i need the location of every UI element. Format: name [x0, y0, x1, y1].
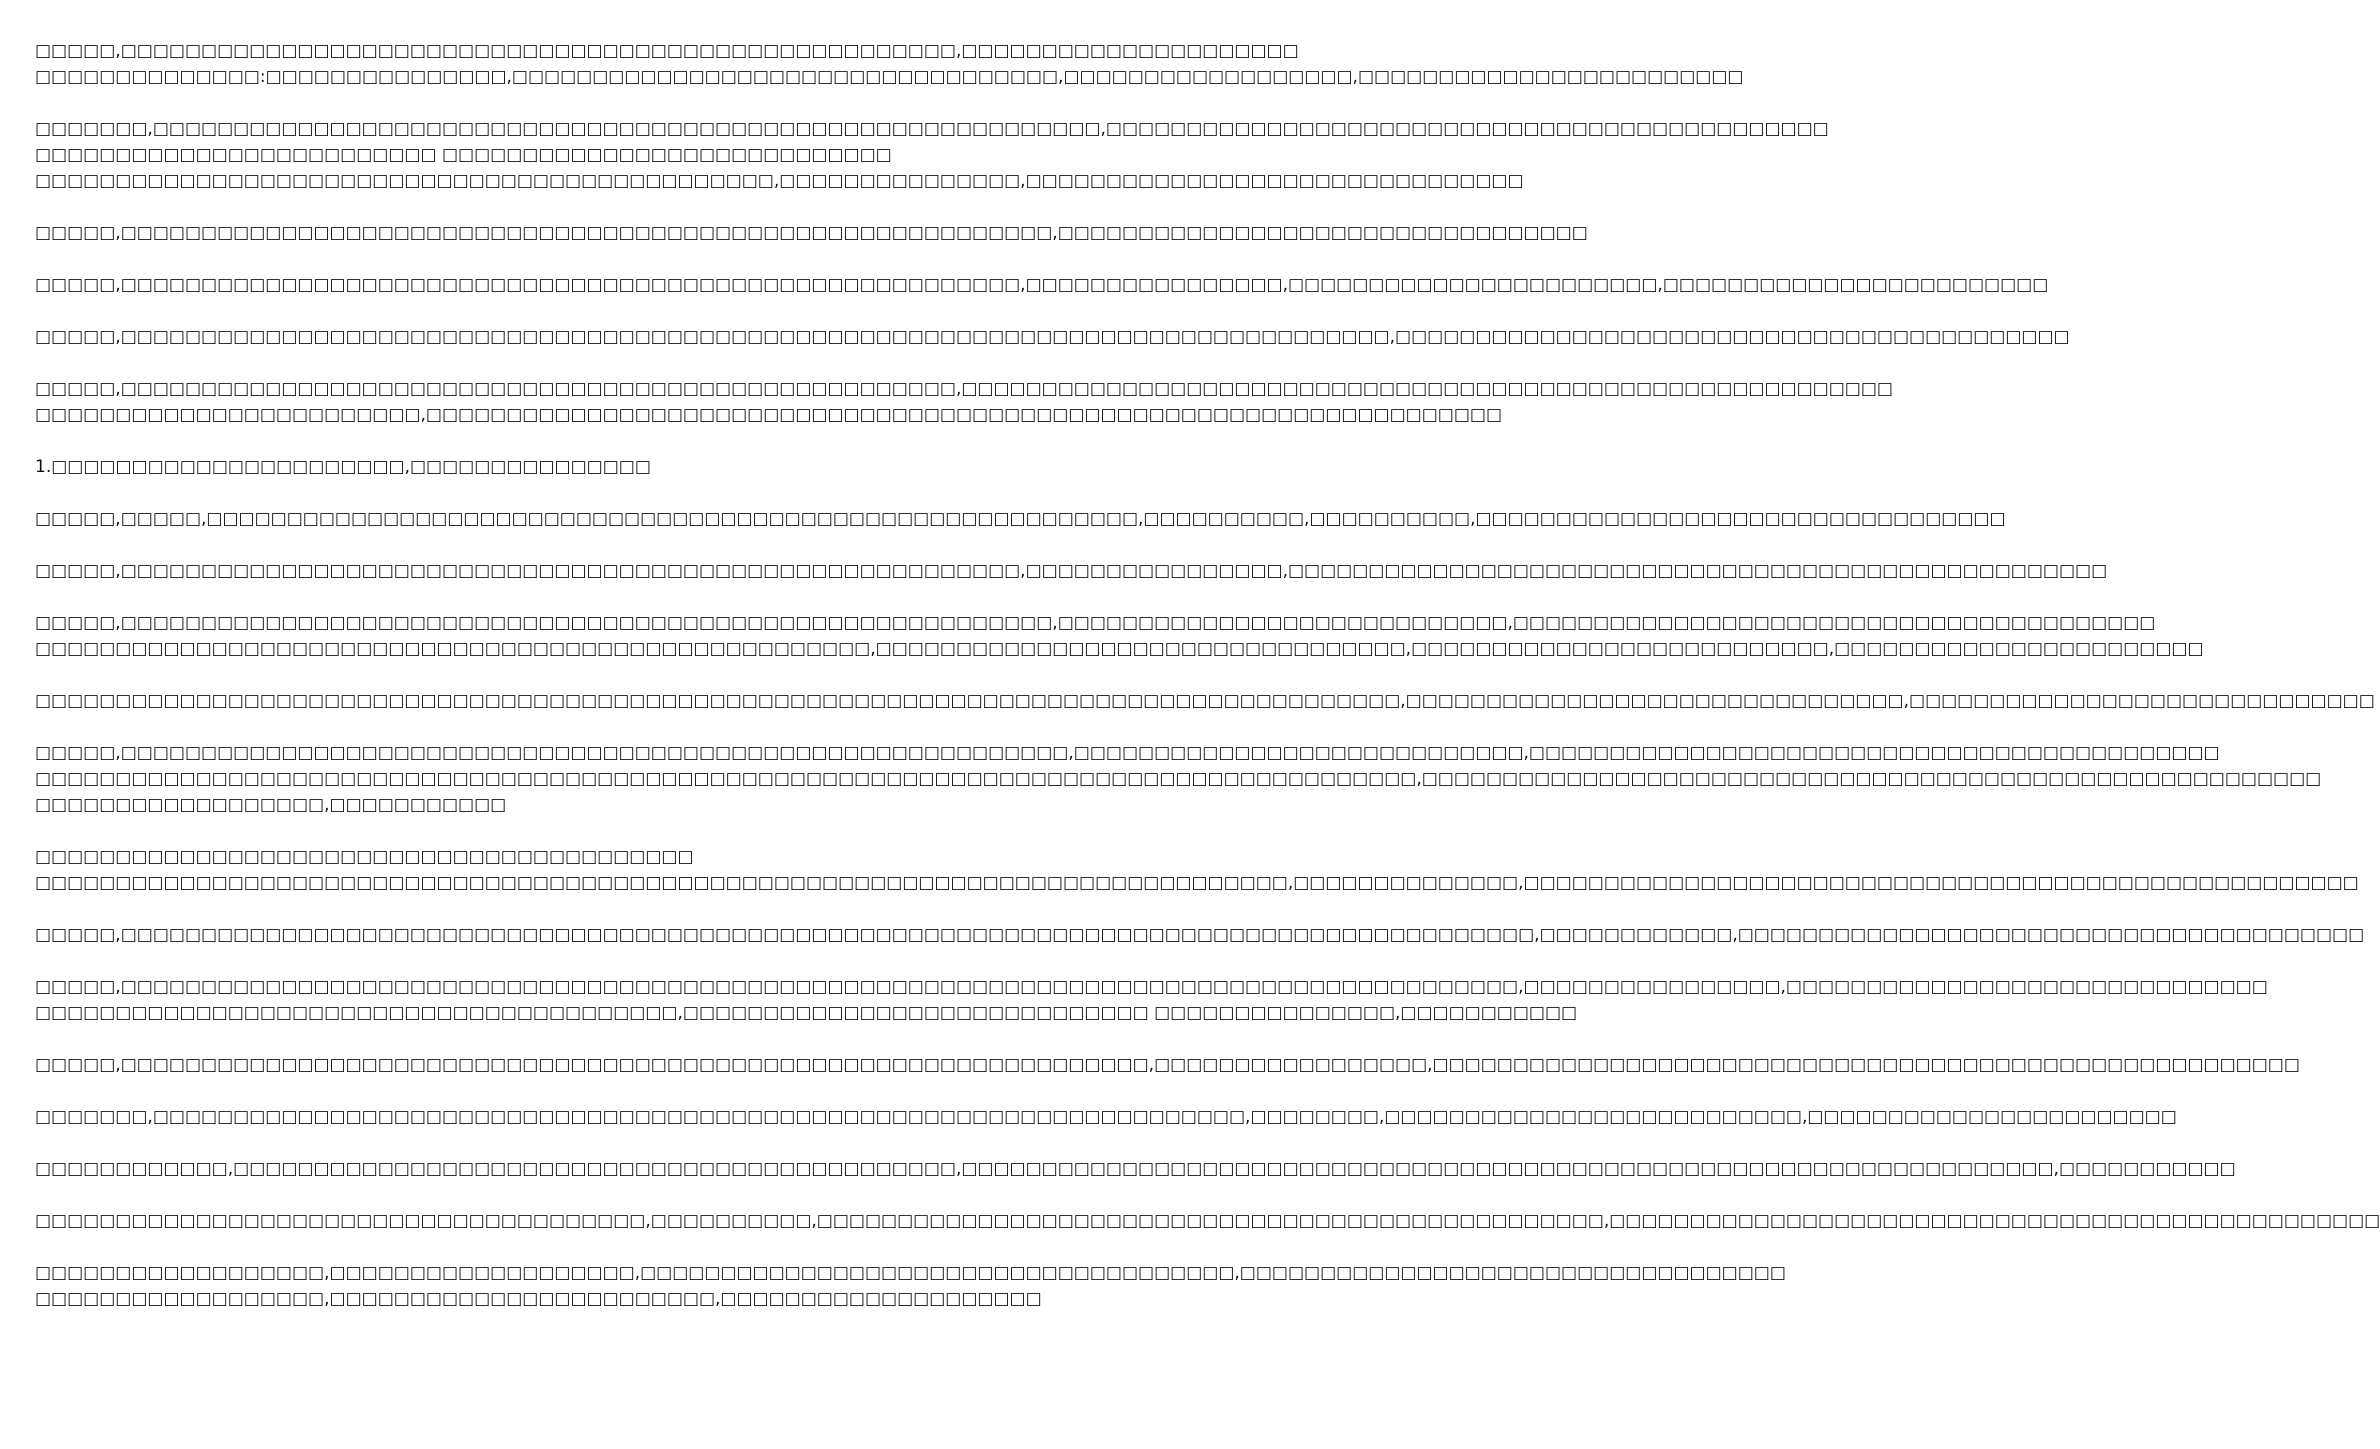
paragraph: [35, 844, 2359, 896]
paragraph: [35, 38, 1744, 90]
paragraph: [35, 1156, 2236, 1182]
paragraph: [35, 688, 2375, 714]
paragraph: [35, 1104, 2177, 1130]
paragraph-line: □□□□□□□□□□□□□□:□□□□□□□□□□□□□□□,□□□□□□□□□□□□□□□□□□□□□□□□□□□□□□□□□□,□□□□□□□□□□□□□□□□□□,□□□□□□□□□□□□□□□□□□□□□□□□: [35, 67, 1744, 87]
paragraph-line: □□□□□□□□□□□□□□□□□□□□□□□□□ □□□□□□□□□□□□□□□□□□□□□□□□□□□□: [35, 145, 892, 165]
paragraph-line: 1.□□□□□□□□□□□□□□□□□□□□□□,□□□□□□□□□□□□□□□: [35, 457, 651, 477]
paragraph-line: □□□□□,□□□□□□□□□□□□□□□□□□□□□□□□□□□□□□□□□□□□□□□□□□□□□□□□□□□□□□□□□□□□□□□□□□□□□□□□□□□□□□□□□□□□□□□,□□□□□□□□□□□□□□□□,□□□□□□□□□□□□□□□□□□□□□□□□□□□□□□: [35, 977, 2268, 997]
paragraph-line: □□□□□□□□□□□□□□□□□□,□□□□□□□□□□□: [35, 795, 507, 815]
numbered-heading: [35, 454, 990, 480]
paragraph: [35, 1260, 1786, 1312]
paragraph-line: □□□□□□□□□□□□□□□□□□□□□□□□,□□□□□□□□□□□□□□□□□□□□□□□□□□□□□□□□□□□□□□□□□□□□□□□□□□□□□□□□□□□□□□□□□□□: [35, 405, 1503, 425]
paragraph: [35, 506, 2006, 532]
paragraph-line: □□□□□□□,□□□□□□□□□□□□□□□□□□□□□□□□□□□□□□□□□□□□□□□□□□□□□□□□□□□□□□□□□□□,□□□□□□□□□□□□□□□□□□□□□□□□□□□□□□□□□□□□□□□□□□□□□: [35, 119, 1829, 139]
paragraph: [35, 740, 2322, 818]
paragraph-line: □□□□□,□□□□□□□□□□□□□□□□□□□□□□□□□□□□□□□□□□□□□□□□□□□□□□□□□□□□□□□□□□,□□□□□□□□□□□□□□□□□□□□□□□□□□□□□□□□□: [35, 223, 1588, 243]
paragraph-line: □□□□□□□□□□□□□□□□□□□□□□□□□□□□□□□□□□□□□□□□□□□□□□,□□□□□□□□□□□□□□□,□□□□□□□□□□□□□□□□□□□□□□□□□□□□□□□: [35, 171, 1524, 191]
paragraph-line: □□□□□,□□□□□□□□□□□□□□□□□□□□□□□□□□□□□□□□□□□□□□□□□□□□□□□□□□□□□□□□,□□□□□□□□□□□□□□□□,□□□□□□□□□□□□□□□□□□□□□□□□□□□□□□□□□□□□□□□□□□□□□□□□□□□: [35, 561, 2108, 581]
paragraph-line: □□□□□□□□□□□□□□□□□□□□□□□□□□□□□□□□□□□□□□□□□□□□□□□□□□□□□□□□□□□□□□□□□□□□□□□□□□□□□□□□□□□□□□,□□□□□□□□□□□□□□□□□□□□□□□□□□□□□□□□□□□□□□□□□□□□□□□□□□□□□□□□: [35, 769, 2322, 789]
paragraph-line: □□□□□□□□□□□□□□□□□□□□□□□□□□□□□□□□□□□□□□□□□: [35, 847, 694, 867]
document-page: [35, 38, 2380, 1338]
paragraph-line: □□□□□,□□□□□□□□□□□□□□□□□□□□□□□□□□□□□□□□□□□□□□□□□□□□□□□□□□□□□□□□□□□□□□□□,□□□□□□□□□□□□□□□□□,□□□□□□□□□□□□□□□□□□□□□□□□□□□□□□□□□□□□□□□□□□□□□□□□□□□□□□: [35, 1055, 2300, 1075]
paragraph-line: □□□□□,□□□□□□□□□□□□□□□□□□□□□□□□□□□□□□□□□□□□□□□□□□□□□□□□□□□□□□□□□□□□□□□□□□□□□□□□□□□□□□□,□□□□□□□□□□□□□□□□□□□□□□□□□□□□□□□□□□□□□□□□□□: [35, 327, 2070, 347]
paragraph-line: □□□□□,□□□□□□□□□□□□□□□□□□□□□□□□□□□□□□□□□□□□□□□□□□□□□□□□□□□□□□□□□□□,□□□□□□□□□□□□□□□□□□□□□□□□□□□□,□□□□□□□□□□□□□□□□□□□□□□□□□□□□□□□□□□□□□□□□□□□: [35, 743, 2220, 763]
paragraph-line: □□□□□□□□□□□□,□□□□□□□□□□□□□□□□□□□□□□□□□□□□□□□□□□□□□□□□□□□□□,□□□□□□□□□□□□□□□□□□□□□□□□□□□□□□□□□□□□□□□□□□□□□□□□□□□□□□□□□□□□□□□□□□□□,□□□□□□□□□□□: [35, 1159, 2236, 1179]
paragraph-line: □□□□□□□□□□□□□□□□□□□□□□□□□□□□□□□□□□□□□□□□□□□□□□□□□□□□,□□□□□□□□□□□□□□□□□□□□□□□□□□□□□□□□□,□□□□□□□□□□□□□□□□□□□□□□□□□□,□□□□□□□□□□□□□□□□□□□□□□□: [35, 639, 2204, 659]
paragraph-line: □□□□□□□□□□□□□□□□□□□□□□□□□□□□□□□□□□□□□□,□□□□□□□□□□,□□□□□□□□□□□□□□□□□□□□□□□□□□□□□□□□□□□□□□□□□□□□□□□□□,□□□□□□□□□□□□□□□□□□□□□□□□□□□□□□□□□□□□□□□□□□□□□□□□: [35, 1211, 2380, 1231]
paragraph: [35, 610, 2204, 662]
paragraph: [35, 272, 2049, 298]
paragraph: [35, 376, 1893, 428]
paragraph-line: □□□□□,□□□□□,□□□□□□□□□□□□□□□□□□□□□□□□□□□□□□□□□□□□□□□□□□□□□□□□□□□□□□□□□□,□□□□□□□□□□,□□□□□□□□□□,□□□□□□□□□□□□□□□□□□□□□□□□□□□□□□□□□: [35, 509, 2006, 529]
paragraph-line: □□□□□,□□□□□□□□□□□□□□□□□□□□□□□□□□□□□□□□□□□□□□□□□□□□□□□□□□□□□□□□,□□□□□□□□□□□□□□□□,□□□□□□□□□□□□□□□□□□□□□□□,□□□□□□□□□□□□□□□□□□□□□□□□: [35, 275, 2049, 295]
paragraph-line: □□□□□□□□□□□□□□□□□□,□□□□□□□□□□□□□□□□□□□,□□□□□□□□□□□□□□□□□□□□□□□□□□□□□□□□□□□□□,□□□□□□□□□□□□□□□□□□□□□□□□□□□□□□□□□□: [35, 1263, 1786, 1283]
paragraph-line: □□□□□,□□□□□□□□□□□□□□□□□□□□□□□□□□□□□□□□□□□□□□□□□□□□□□□□□□□□□□□□□□,□□□□□□□□□□□□□□□□□□□□□□□□□□□□,□□□□□□□□□□□□□□□□□□□□□□□□□□□□□□□□□□□□□□□□: [35, 613, 2156, 633]
paragraph: [35, 1208, 2380, 1234]
paragraph-line: □□□□□,□□□□□□□□□□□□□□□□□□□□□□□□□□□□□□□□□□□□□□□□□□□□□□□□□□□□□□□□□□□□□□□□□□□□□□□□□□□□□□□□□□□□□□□□,□□□□□□□□□□□□,□□□□□□□□□□□□□□□□□□□□□□□□□□□□□□□□□□□□□□□: [35, 925, 2365, 945]
paragraph: [35, 116, 1829, 194]
paragraph: [35, 324, 2070, 350]
paragraph: [35, 974, 2268, 1026]
paragraph: [35, 558, 2108, 584]
paragraph-line: □□□□□□□,□□□□□□□□□□□□□□□□□□□□□□□□□□□□□□□□□□□□□□□□□□□□□□□□□□□□□□□□□□□□□□□□□□□□,□□□□□□□□,□□□□□□□□□□□□□□□□□□□□□□□□□□,□□□□□□□□□□□□□□□□□□□□□□□: [35, 1107, 2177, 1127]
paragraph: [35, 922, 2365, 948]
paragraph-line: □□□□□□□□□□□□□□□□□□□□□□□□□□□□□□□□□□□□□□□□□□□□□□□□□□□□□□□□□□□□□□□□□□□□□□□□□□□□□□,□□□□□□□□□□□□□□,□□□□□□□□□□□□□□□□□□□□□□□□□□□□□□□□□□□□□□□□□□□□□□□□□□□□: [35, 873, 2359, 893]
paragraph: [35, 1052, 2300, 1078]
paragraph-line: □□□□□□□□□□□□□□□□□□□□□□□□□□□□□□□□□□□□□□□□□□□□□□□□□□□□□□□□□□□□□□□□□□□□□□□□□□□□□□□□□□□□□,□□□□□□□□□□□□□□□□□□□□□□□□□□□□□□□,□□□□□□□□□□□□□□□□□□□□□□□□□□□□□: [35, 691, 2375, 711]
paragraph-line: □□□□□,□□□□□□□□□□□□□□□□□□□□□□□□□□□□□□□□□□□□□□□□□□□□□□□□□□□□,□□□□□□□□□□□□□□□□□□□□□: [35, 41, 1299, 61]
paragraph: [35, 220, 1588, 246]
paragraph-line: □□□□□□□□□□□□□□□□□□□□□□□□□□□□□□□□□□□□□□□□,□□□□□□□□□□□□□□□□□□□□□□□□□□□□□ □□□□□□□□□□□□□□□,□□□□□□□□□□□: [35, 1003, 1578, 1023]
paragraph-line: □□□□□□□□□□□□□□□□□□,□□□□□□□□□□□□□□□□□□□□□□□□,□□□□□□□□□□□□□□□□□□□□: [35, 1289, 1042, 1309]
paragraph-line: □□□□□,□□□□□□□□□□□□□□□□□□□□□□□□□□□□□□□□□□□□□□□□□□□□□□□□□□□□,□□□□□□□□□□□□□□□□□□□□□□□□□□□□□□□□□□□□□□□□□□□□□□□□□□□□□□□□□□: [35, 379, 1893, 399]
